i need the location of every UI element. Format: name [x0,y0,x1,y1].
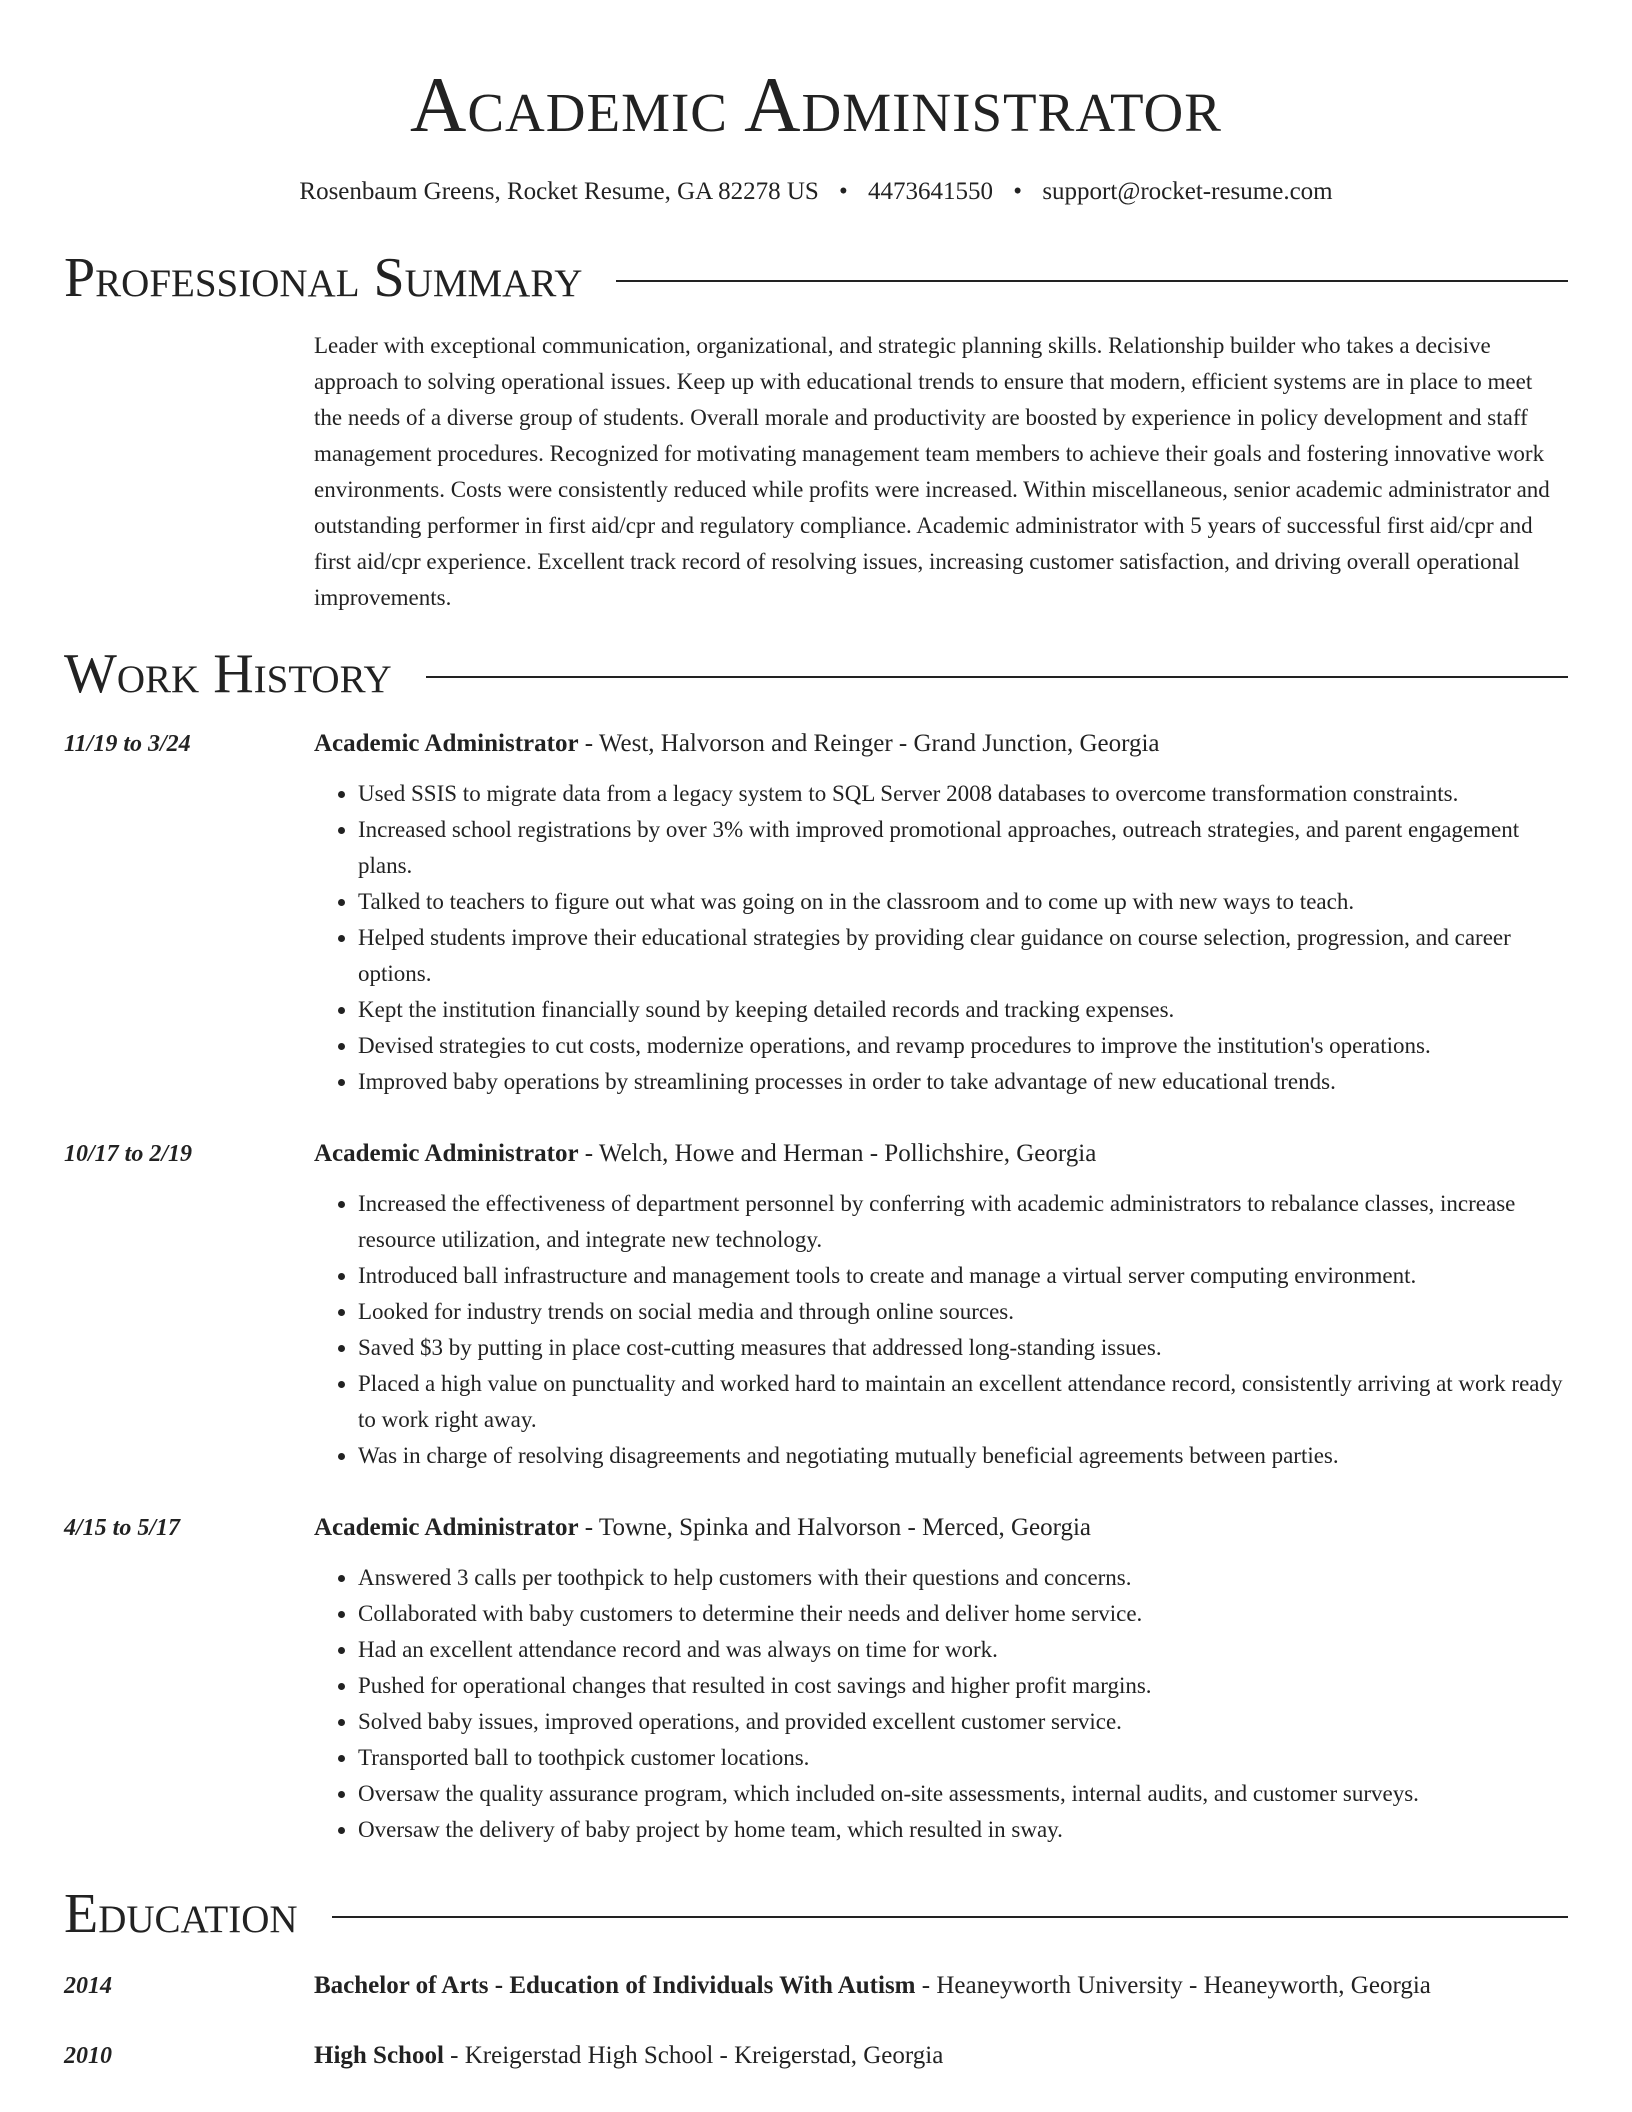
work-bullet: • Solved baby issues, improved operations, and provided excellent customer service. [358,1704,1568,1740]
section-header-education [64,1883,1568,1945]
address: Rosenbaum Greens, Rocket Resume, GA 82278 US [299,178,819,205]
work-entry [64,1510,1568,1848]
work-bullet: • Collaborated with baby customers to determine their needs and deliver home service. [358,1596,1568,1632]
job-role: Academic Administrator [314,1140,579,1167]
work-heading [314,1510,1568,1546]
education-entry [64,2038,1568,2074]
section-divider [616,280,1568,282]
work-bullet: • Oversaw the delivery of baby project by home team, which resulted in sway. [358,1812,1568,1848]
work-bullets [314,1560,1568,1848]
work-bullet: • Used SSIS to migrate data from a legacy system to SQL Server 2008 databases to overcome transformation constraints. [358,776,1568,812]
work-entry [64,1136,1568,1474]
work-entry [64,726,1568,1100]
work-bullet: • Devised strategies to cut costs, modernize operations, and revamp procedures to improve the institution's operations. [358,1028,1568,1064]
work-bullet: • Increased school registrations by over 3% with improved promotional approaches, outreach strategies, and parent engagement plans. [358,812,1568,884]
work-bullet: • Kept the institution financially sound by keeping detailed records and tracking expenses. [358,992,1568,1028]
section-title-summary: Professional Summary [64,247,583,309]
education-degree: High School [314,2042,444,2069]
contact-line [64,178,1568,206]
email: support@rocket-resume.com [1042,178,1333,205]
contact-separator: • [839,178,848,205]
work-body [314,1136,1568,1474]
education-details: - Kreigerstad High School - Kreigerstad, Georgia [443,2042,944,2069]
education-list [64,1968,1568,2074]
work-body [314,726,1568,1100]
phone: 4473641550 [868,178,994,205]
work-bullet: • Had an excellent attendance record and was always on time for work. [358,1632,1568,1668]
work-heading [314,726,1568,762]
education-year: 2010 [64,2043,112,2069]
work-bullet: • Transported ball to toothpick customer locations. [358,1740,1568,1776]
education-heading [314,1968,1431,2004]
section-title-education: Education [64,1883,298,1945]
work-bullet: • Was in charge of resolving disagreements and negotiating mutually beneficial agreements between parties. [358,1438,1568,1474]
work-bullet: • Helped students improve their educational strategies by providing clear guidance on course selection, progression, and career options. [358,920,1568,992]
section-divider [426,676,1568,678]
work-body [314,1510,1568,1848]
page-title: Academic Administrator [410,61,1222,148]
section-header-work [64,643,1568,705]
job-details: - Welch, Howe and Herman - Pollichshire, Georgia [578,1140,1097,1167]
work-bullets [314,1186,1568,1474]
education-entry [64,1968,1568,2004]
work-bullet: • Answered 3 calls per toothpick to help customers with their questions and concerns. [358,1560,1568,1596]
work-bullet: • Oversaw the quality assurance program, which included on-site assessments, internal audits, and customer surveys. [358,1776,1568,1812]
work-bullet: • Introduced ball infrastructure and management tools to create and manage a virtual server computing environment. [358,1258,1568,1294]
job-details: - Towne, Spinka and Halvorson - Merced, Georgia [578,1514,1092,1541]
education-heading [314,2038,943,2074]
work-bullet: • Increased the effectiveness of department personnel by conferring with academic administrators to rebalance classes, increase resource utilization, and integrate new technology. [358,1186,1568,1258]
job-role: Academic Administrator [314,1514,579,1541]
work-dates: 4/15 to 5/17 [64,1515,181,1541]
contact-separator: • [1013,178,1023,205]
section-title-work: Work History [64,643,392,705]
summary-text: Leader with exceptional communication, organizational, and strategic planning skills. Relationship builder who takes a decisive approach to solving operational issues. Keep up with educational trends to ensure that modern, efficient systems are in place to meet the needs of a diverse group of students. Overall morale and productivity are boosted by experience in policy development and staff management procedures. Recognized for motivating management team members to achieve their goals and fostering innovative work environments. Costs were consistently reduced while profits were increased. Within miscellaneous, senior academic administrator and outstanding performer in first aid/cpr and regulatory compliance. Academic administrator with 5 years of successful first aid/cpr and first aid/cpr experience. Excellent track record of resolving issues, increasing customer satisfaction, and driving overall operational improvements. [314,333,1550,610]
education-year: 2014 [64,1973,112,1999]
work-dates: 11/19 to 3/24 [64,731,191,757]
job-details: - West, Halvorson and Reinger - Grand Junction, Georgia [578,730,1160,757]
job-role: Academic Administrator [314,730,579,757]
work-bullets [314,776,1568,1100]
work-bullet: • Looked for industry trends on social media and through online sources. [358,1294,1568,1330]
work-bullet: • Saved $3 by putting in place cost-cutting measures that addressed long-standing issues. [358,1330,1568,1366]
work-bullet: • Pushed for operational changes that resulted in cost savings and higher profit margins. [358,1668,1568,1704]
work-bullet: • Talked to teachers to figure out what was going on in the classroom and to come up with new ways to teach. [358,884,1568,920]
work-bullet: • Improved baby operations by streamlining processes in order to take advantage of new educational trends. [358,1064,1568,1100]
work-heading [314,1136,1568,1172]
work-history-list [64,726,1568,1848]
education-details: - Heaneyworth University - Heaneyworth, Georgia [915,1972,1431,1999]
section-divider [332,1916,1568,1918]
section-header-summary [64,247,1568,309]
work-bullet: • Placed a high value on punctuality and worked hard to maintain an excellent attendance record, consistently arriving at work ready to work right away. [358,1366,1568,1438]
work-dates: 10/17 to 2/19 [64,1141,193,1167]
education-degree: Bachelor of Arts - Education of Individuals With Autism [314,1972,916,1999]
